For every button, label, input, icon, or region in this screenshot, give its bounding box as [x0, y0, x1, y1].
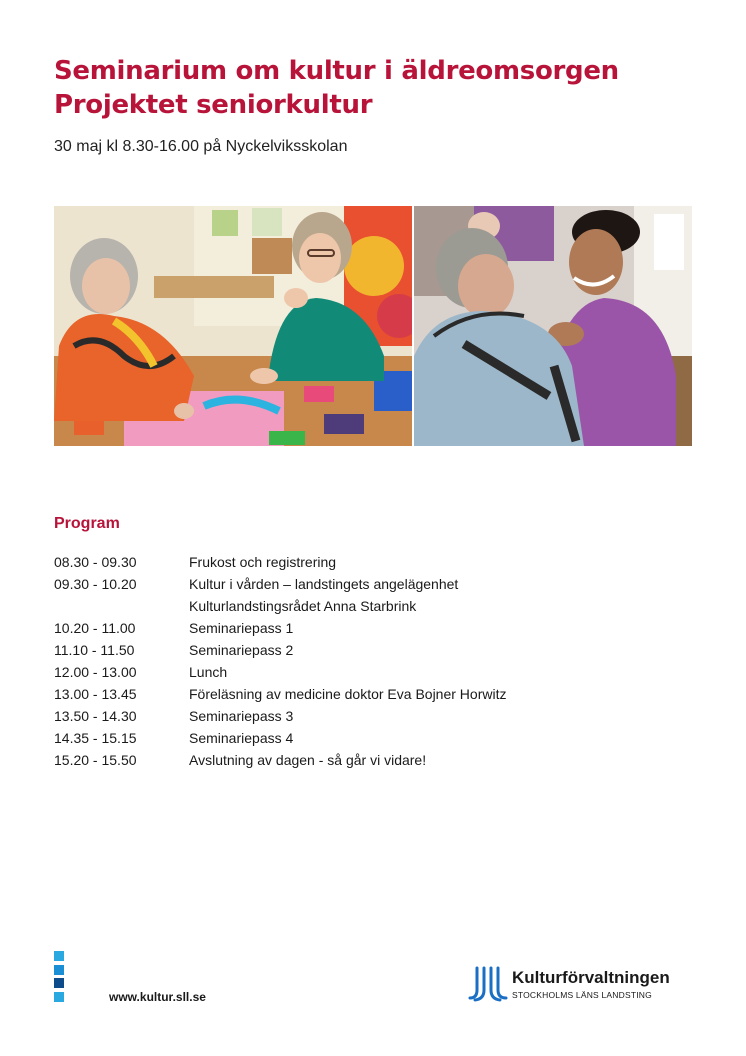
schedule-time: 15.20 - 15.50 — [54, 752, 137, 768]
schedule-activity: Kultur i vården – landstingets angelägenhet — [189, 576, 459, 592]
schedule-row — [54, 617, 694, 639]
schedule-row — [54, 551, 694, 573]
schedule-activity: Avslutning av dagen - så går vi vidare! — [189, 752, 427, 768]
event-date-location: 30 maj kl 8.30-16.00 på Nyckelviksskolan — [54, 138, 348, 155]
logo-name: Kulturförvaltningen — [512, 968, 670, 987]
schedule-row — [54, 749, 694, 771]
schedule-row — [54, 727, 694, 749]
schedule-activity: Föreläsning av medicine doktor Eva Bojner Horwitz — [189, 686, 507, 702]
schedule-activity: Lunch — [189, 664, 228, 680]
website-link[interactable]: www.kultur.sll.se — [109, 990, 206, 1004]
program-schedule — [54, 551, 694, 771]
schedule-activity: Kulturlandstingsrådet Anna Starbrink — [189, 598, 417, 614]
schedule-time — [54, 595, 189, 617]
art-workshop-illustration — [54, 206, 412, 446]
title-line-1: Seminarium om kultur i äldreomsorgen — [54, 56, 619, 86]
page-title — [54, 54, 619, 122]
schedule-row — [54, 683, 694, 705]
schedule-row — [54, 705, 694, 727]
schedule-time: 11.10 - 11.50 — [54, 642, 135, 658]
schedule-time: 09.30 - 10.20 — [54, 576, 137, 592]
schedule-row — [54, 573, 694, 595]
schedule-time: 10.20 - 11.00 — [54, 620, 136, 636]
logo-subtitle: STOCKHOLMS LÄNS LANDSTING — [512, 990, 652, 1000]
schedule-activity: Seminariepass 1 — [189, 620, 294, 636]
schedule-time: 14.35 - 15.15 — [54, 730, 137, 746]
kulturforvaltningen-logo — [468, 966, 698, 1004]
decorative-square — [54, 951, 64, 961]
photo-banner — [54, 206, 692, 446]
schedule-activity: Seminariepass 3 — [189, 708, 294, 724]
schedule-row — [54, 661, 694, 683]
decorative-square — [54, 992, 64, 1002]
sll-logo-icon — [468, 966, 508, 1002]
schedule-row — [54, 639, 694, 661]
program-heading: Program — [54, 515, 120, 532]
decorative-square — [54, 965, 64, 975]
photo-art-workshop — [54, 206, 412, 446]
schedule-activity: Seminariepass 2 — [189, 642, 294, 658]
photo-care-moment — [414, 206, 692, 446]
schedule-time: 13.00 - 13.45 — [54, 686, 137, 702]
decorative-squares — [54, 951, 64, 1005]
schedule-activity: Frukost och registrering — [189, 554, 337, 570]
schedule-time: 12.00 - 13.00 — [54, 664, 137, 680]
schedule-time: 08.30 - 09.30 — [54, 554, 137, 570]
schedule-time: 13.50 - 14.30 — [54, 708, 137, 724]
schedule-row — [54, 595, 694, 617]
schedule-activity: Seminariepass 4 — [189, 730, 294, 746]
decorative-square — [54, 978, 64, 988]
care-moment-illustration — [414, 206, 692, 446]
title-line-2: Projektet seniorkultur — [54, 90, 373, 120]
